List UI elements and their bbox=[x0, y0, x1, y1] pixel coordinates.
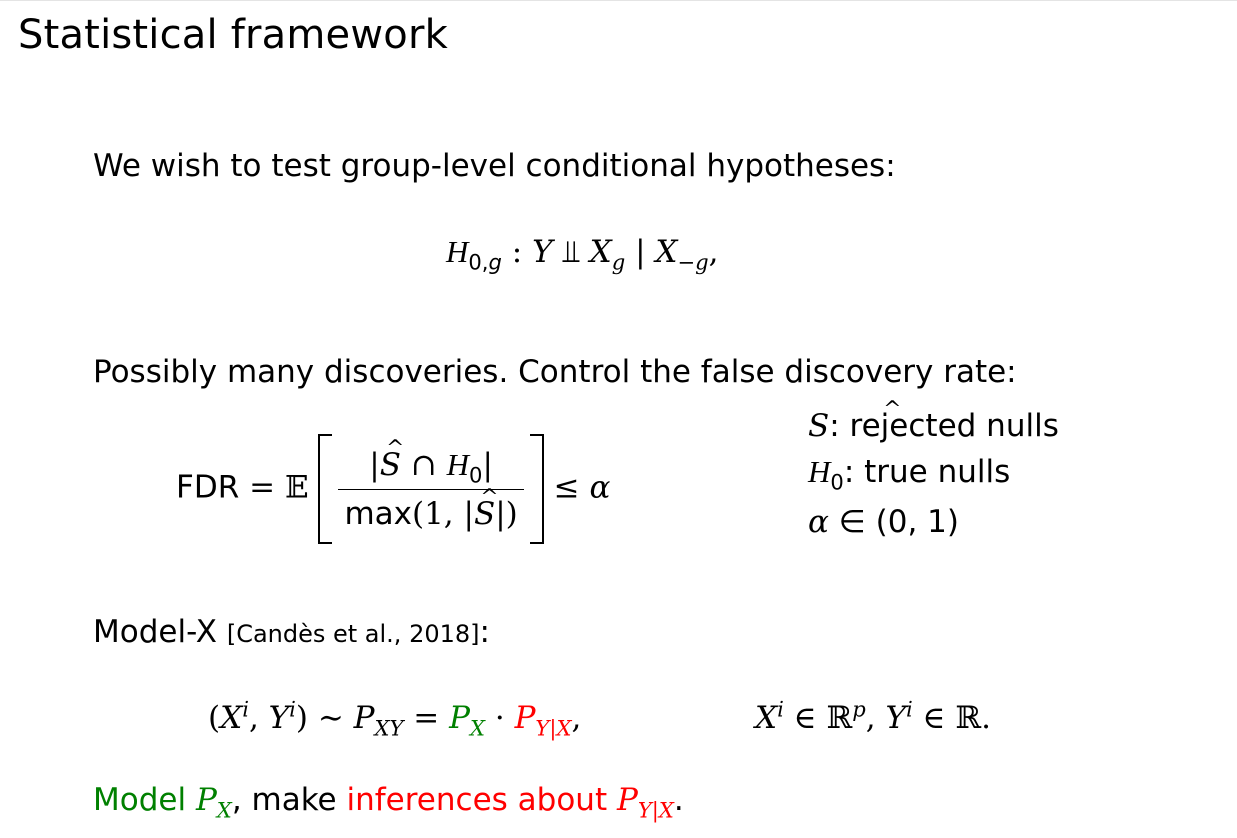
conclusion-line: Model $P_X$, make inferences about $P_{Y|X}$. bbox=[93, 782, 684, 823]
slide-title: Statistical framework bbox=[18, 12, 448, 58]
modelx-line: Model-X [Candès et al., 2018]: bbox=[93, 614, 490, 650]
hypothesis-equation: $H_{0,g}$ : Y ⫫ $X_g$ | $X_{-g}$, bbox=[446, 234, 719, 275]
fdr-fraction: $\frac{|\^{} S \cap H_0|}{\max(1, |\^{} S|)}$ bbox=[338, 447, 523, 532]
conclusion-green: Model bbox=[93, 782, 187, 818]
conclusion-red: inferences about bbox=[346, 782, 608, 818]
fdr-label: FDR bbox=[176, 469, 240, 506]
fdr-equation: FDR = 𝔼 $\frac{|\^{} S \cap H_0|}{\max(1, |\^{} S|)}$ ≤ α bbox=[176, 434, 610, 544]
legend-alpha: α ∈ (0, 1) bbox=[808, 504, 959, 540]
modelx-equation: ($X^i$, $Y^i$) ∼ $P_{XY} = P_X \cdot P_{Y|X}$, bbox=[208, 696, 582, 741]
fdr-intro-text: Possibly many discoveries. Control the false discovery rate: bbox=[93, 354, 1017, 390]
top-divider bbox=[0, 0, 1237, 1]
domain-equation: $X^i$ ∈ ℝ$^p$, $Y^i$ ∈ ℝ. bbox=[755, 696, 991, 736]
legend-h0: $H_0$: true nulls bbox=[808, 454, 1011, 495]
citation: [Candès et al., 2018] bbox=[226, 620, 480, 648]
intro-text: We wish to test group-level conditional hypotheses: bbox=[93, 148, 896, 184]
modelx-label: Model-X bbox=[93, 614, 217, 650]
conclusion-middle: , make bbox=[231, 782, 337, 818]
left-bracket bbox=[318, 434, 332, 544]
legend-s-hat: ^ S: rejected nulls bbox=[808, 406, 1059, 446]
right-bracket bbox=[530, 434, 544, 544]
